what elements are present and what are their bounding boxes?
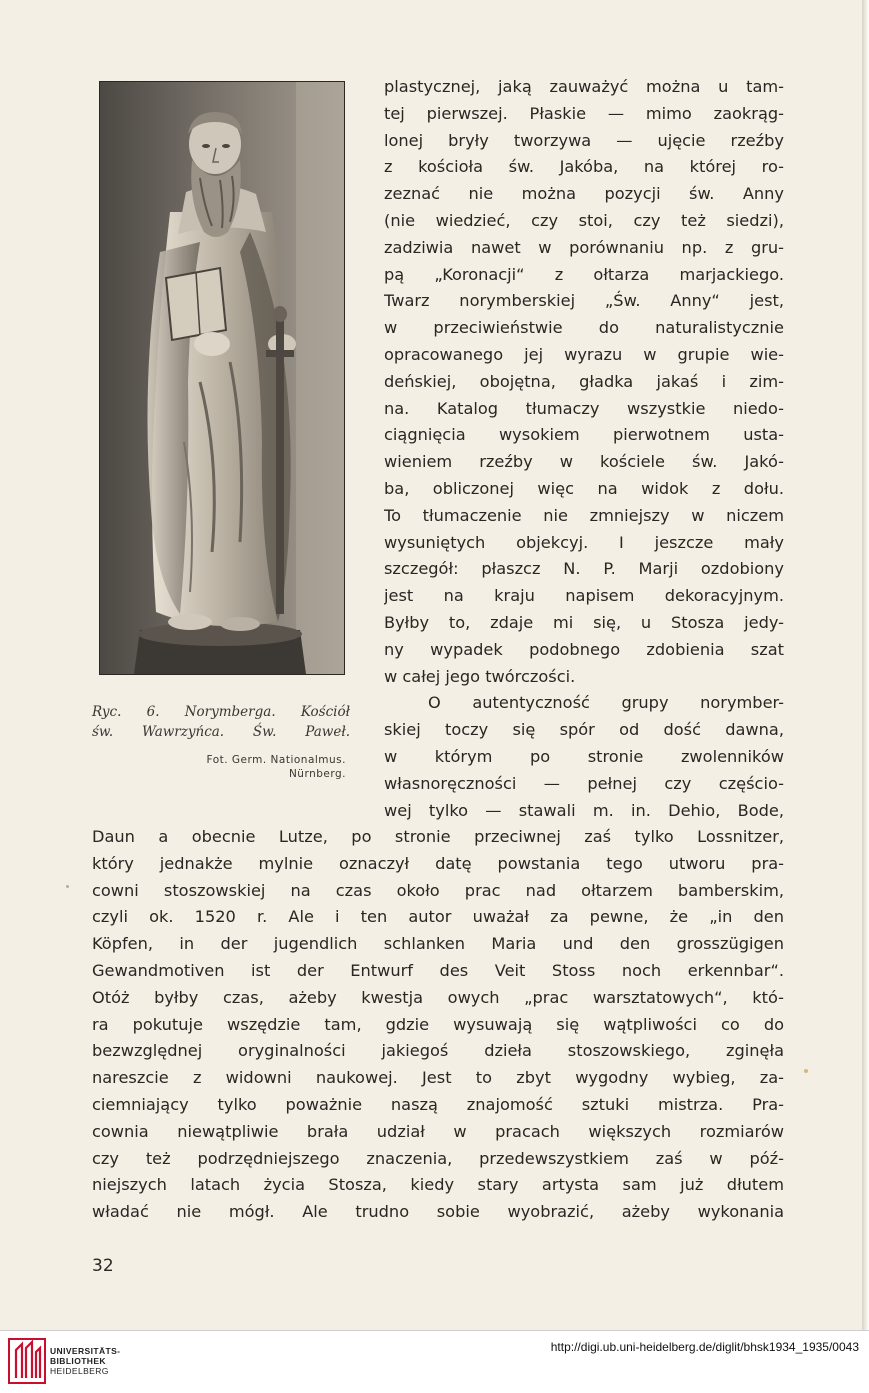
permalink-url[interactable]: http://digi.ub.uni-heidelberg.de/diglit/bhsk1934_1935/0043 — [550, 1340, 859, 1354]
right-column-text — [384, 74, 784, 824]
text-line: Byłby to, zdaje mi się, u Stosza jedy- — [384, 612, 784, 632]
university-library-logo-icon — [8, 1338, 46, 1384]
text-line: Daun a obecnie Lutze, po stronie przeciwnej zaś tylko Lossnitzer, — [92, 827, 784, 846]
library-name-line: BIBLIOTHEK — [50, 1356, 106, 1366]
caption-line: św. Wawrzyńca. Św. Paweł. — [92, 724, 350, 740]
text-line: skiej toczy się spór od dość dawna, — [384, 720, 784, 740]
text-line: władać nie mógł. Ale trudno sobie wyobrazić, ażeby wykonania — [92, 1202, 784, 1222]
text-line: ciągnięcia wysokiem pierwotnem usta- — [384, 425, 784, 445]
text-line: Twarz norymberskiej „Św. Anny“ jest, — [384, 291, 784, 311]
text-line: jest na kraju napisem dekoracyjnym. — [384, 586, 784, 606]
library-name-line: UNIVERSITÄTS- — [50, 1346, 121, 1356]
text-line: czyli ok. 1520 r. Ale i ten autor uważał za pewne, że „in den — [92, 907, 784, 927]
text-line: Gewandmotiven ist der Entwurf des Veit Stoss noch erkennbar“. — [92, 960, 784, 980]
text-line: w całej jego twórczości. — [384, 666, 576, 686]
text-line: O autentyczność grupy norymber- — [428, 693, 784, 713]
credit-line: Fot. Germ. Nationalmus. — [206, 754, 346, 766]
text-line: czy też podrzędniejszego znaczenia, przedewszystkiem zaś w póź- — [92, 1148, 784, 1168]
text-line: wej tylko — stawali m. in. Dehio, Bode, — [384, 800, 784, 820]
text-line: zadziwia nawet w porównaniu np. z gru- — [384, 237, 784, 257]
text-line: na. Katalog tłumaczy wszystkie niedo- — [384, 398, 784, 418]
text-line: To tłumaczenie nie zmniejszy w niczem — [384, 505, 784, 525]
text-line: cownia niewątpliwie brała udział w pracach większych rozmiarów — [92, 1121, 784, 1141]
library-name — [50, 1346, 120, 1376]
text-line: Köpfen, in der jugendlich schlanken Maria und den grosszügigen — [92, 934, 784, 954]
text-line: ba, obliczonej więc na widok z dołu. — [384, 478, 784, 498]
scan-speck — [66, 885, 69, 888]
text-line: wieniem rzeźby w kościele św. Jakó- — [384, 452, 784, 472]
caption-line: Ryc. 6. Norymberga. Kościół — [92, 704, 350, 720]
text-line: pą „Koronacji“ z ołtarza marjackiego. — [384, 264, 784, 284]
text-line: nareszcie z widowni naukowej. Jest to zbyt wygodny wybieg, za- — [92, 1068, 784, 1088]
text-line: plastycznej, jaką zauważyć można u tam- — [384, 77, 784, 96]
text-line: ciemniający tylko poważnie naszą znajomość sztuki mistrza. Pra- — [92, 1094, 784, 1114]
full-width-text — [92, 824, 784, 1226]
text-line: ny wypadek podobnego zdobienia szat — [384, 639, 784, 659]
text-line: niejszych latach życia Stosza, kiedy stary artysta sam już dłutem — [92, 1175, 784, 1195]
text-line: Otóż byłby czas, ażeby kwestja owych „prac warsztatowych“, któ- — [92, 987, 784, 1007]
text-line: tej pierwszej. Płaskie — mimo zaokrąg- — [384, 103, 784, 123]
text-line: który jednakże mylnie oznaczył datę powstania tego utworu pra- — [92, 853, 784, 873]
library-name-line: HEIDELBERG — [50, 1366, 109, 1376]
figure-photo-st-paul — [99, 81, 345, 675]
text-line: w którym po stronie zwolenników — [384, 746, 784, 766]
page-number: 32 — [92, 1256, 114, 1276]
text-line: z kościoła św. Jakóba, na której ro- — [384, 157, 784, 177]
text-line: cowni stoszowskiej na czas około prac nad ołtarzem bamberskim, — [92, 880, 784, 900]
text-line: bezwzględnej oryginalności jakiegoś dzieła stoszowskiego, zginęła — [92, 1041, 784, 1061]
credit-line: Nürnberg. — [288, 768, 346, 780]
text-line: lonej bryły tworzywa — ujęcie rzeźby — [384, 130, 784, 150]
text-line: szczegół: płaszcz N. P. Marji ozdobiony — [384, 559, 784, 579]
text-line: deńskiej, obojętna, gładka jakaś i zim- — [384, 371, 784, 391]
text-line: ra pokutuje wszędzie tam, gdzie wysuwają się wątpliwości co do — [92, 1014, 784, 1034]
figure-caption — [92, 702, 350, 742]
statue-illustration — [100, 82, 344, 674]
text-line: opracowanego jej wyrazu w grupie wie- — [384, 344, 784, 364]
page-edge-shadow — [862, 0, 869, 1330]
text-line: (nie wiedzieć, czy stoi, czy też siedzi), — [384, 210, 784, 230]
photo-credit — [150, 753, 346, 781]
text-line: w przeciwieństwie do naturalistycznie — [384, 318, 784, 338]
text-line: zeznać nie można pozycji św. Anny — [384, 184, 784, 204]
text-line: wysuniętych objekcyj. I jeszcze mały — [384, 532, 784, 552]
text-line: własnoręczności — pełnej czy częścio- — [384, 773, 784, 793]
scan-speck — [804, 1069, 808, 1073]
